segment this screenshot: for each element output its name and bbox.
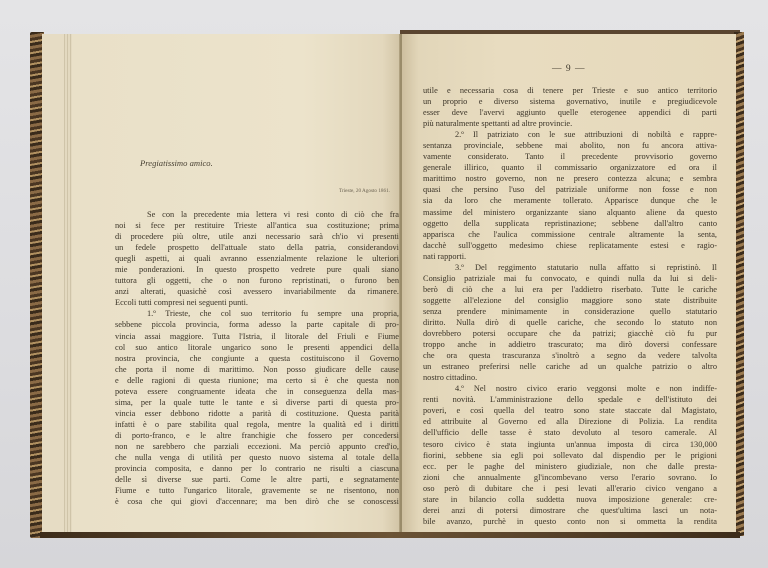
text-line: Se con la precedente mia lettera vi resi conto di ciò che fra <box>147 210 399 219</box>
text-line: che ora questa trascuranza s'inoltrò a segno da vedere talvolta <box>423 351 717 361</box>
text-line: non ne sarebbero che parziali eccezioni. Ma perciò appunto cred'io, <box>115 441 399 451</box>
text-line: berò di ciò che a lui era per l'addietro riserbato. Tutte le cariche <box>423 284 717 294</box>
text-line: nati rapporti. <box>423 251 467 261</box>
text-line: è cosa che qui giovi d'accennare; ma ben dirò che se conoscessi <box>115 497 399 507</box>
text-line: di porto-franco, e le altre franchigie che fossero per concedersi <box>115 430 399 440</box>
text-line: Fiume e tutto l'ungarico litorale, gravemente se ne risentono, non <box>115 486 399 496</box>
text-line: apparisca che l'aulica commissione centrale altramente la senta, <box>423 229 717 239</box>
text-line: massime del ministero organizzante siano alquanto aliene da questo <box>423 207 717 217</box>
text-line: soggette all'elezione del consiglio maggiore sono state distribuite <box>423 295 717 305</box>
text-line: diritto. Nulla dirò di quelle cariche, che secondo lo statuto non <box>423 317 717 327</box>
text-line: stare in bilancio colla suddetta nuova imposizione generale: cre- <box>423 494 717 504</box>
salutation: Pregiatissimo amico. <box>140 158 213 168</box>
text-line: dacchè sull'oggetto medesimo chiese replicatamente estesi e ragio- <box>423 240 717 250</box>
text-line: tesoro civico è stata ingiunta un'annua imposta di circa 130,000 <box>423 439 717 449</box>
text-line: renti novità. L'amministrazione dello spedale e dell'istituto dei <box>423 395 717 405</box>
right-page-body <box>423 85 717 527</box>
text-line: di procedere più oltre, utile anzi necessario sarà ch'io vi presenti <box>115 232 399 242</box>
text-line: 3.º Del reggimento statutario nulla affatto si repristinò. Il <box>455 262 717 272</box>
text-line: sebbene piccola provincia, forma adesso la parte capitale di pro- <box>115 320 399 330</box>
text-line: delle sì diverse sue parti. Come le altre parti, e segnatamente <box>115 475 399 485</box>
text-line: quasi che persino l'uso del patriziale uniforme non fosse e non <box>423 185 717 195</box>
text-line: un proprio e diverso sistema governativo, inutile e pregiudicevole <box>423 97 717 107</box>
text-line: un estraneo preferirsi nelle cariche ad un qualche patrizio o altro <box>423 362 717 372</box>
text-line: sia da loro che meramente tollerato. Apparisce dunque che le <box>423 196 717 206</box>
cover-bottom-edge <box>40 532 740 538</box>
text-line: mie ponderazioni. In questo prospetto vedrete pure quali siano <box>115 265 399 275</box>
text-line: anzi alterati, quasichè così avessero invariabilmente da rimanere. <box>115 287 399 297</box>
text-line: utile e necessaria cosa di tenere per Trieste e suo antico territorio <box>423 86 717 95</box>
text-line: e delle ragioni di questa riunione; ma certo si è che questa non <box>115 375 399 385</box>
right-page <box>402 34 736 532</box>
text-line: troppo anche in addietro trascurato; ma dirò doversi confessare <box>423 340 717 350</box>
text-line: fiorini, sebbene sia egli poi sollevato dal dispendio per le prigioni <box>423 450 717 460</box>
text-line: derei anzi di potersi dimostrare che quest'ultima lasci un nota- <box>423 505 717 515</box>
text-line: poteva essere congruamente ideata che in conseguenza della mas- <box>115 386 399 396</box>
text-line: noi si fece per restituire Trieste all'antica sua costituzione; prima <box>115 221 399 231</box>
text-line: infatti è o pare stabilita qual regola, mentre la qualità ed i diritti <box>115 419 399 429</box>
left-page-body <box>115 209 399 507</box>
text-line: provincia composita, e danno per lo contrario ne risulti a ciascuna <box>115 464 399 474</box>
text-line: vincia esser debbono ridotte a parità di costituzione. Questa parità <box>115 408 399 418</box>
text-line: marittimo nostro governo, non ne presero contezza alcuna; e sembra <box>423 174 717 184</box>
text-line: ed attribuite al Governo ed alla Direzione di Polizia. La rendita <box>423 417 717 427</box>
text-line: oggetto della supplicata repristinazione; sebbene dall'altro canto <box>423 218 717 228</box>
flyleaf-page-edges <box>64 34 72 532</box>
text-line: dovrebbero potersi occupare che da patrizi; giacchè ciò fu pur <box>423 329 717 339</box>
text-line: sentanza provinciale, sebbene mai abolito, non fu ancora attiva- <box>423 141 717 151</box>
text-line: zioni che annualmente gl'incombevano verso l'erario sovrano. Io <box>423 472 717 482</box>
page-number: — 9 — <box>552 64 586 74</box>
text-line: senza prendere minimamente in considerazione quello statutario <box>423 306 717 316</box>
text-line: generale illirico, quanto il commissario organizzatore ed ora il <box>423 163 717 173</box>
text-line: nostra provincia, che congiunte a questa costituiscono il Governo <box>115 353 399 363</box>
text-line: vincia assai maggiore. Tutta l'Istria, il litorale del Friuli e Fiume <box>115 331 399 341</box>
text-line: sima, per la quale tutte le tante e sì diverse parti di questa pro- <box>115 397 399 407</box>
text-line: 1.º Trieste, che col suo territorio fu sempre una propria, <box>147 309 399 319</box>
text-line: quegli aspetti, ai quali avranno essenzialmente relazione le ulteriori <box>115 254 399 264</box>
text-line: Eccoli tutti compresi nei seguenti punti. <box>115 298 249 308</box>
text-line: dell'ufficio delle tasse è stato devoluto al tesoro camerale. Al <box>423 428 717 438</box>
text-line: più naturalmente spettanti ad altre provincie. <box>423 119 573 129</box>
left-page <box>72 34 402 532</box>
text-line: oso però di dubitare che i pesi levati all'erario civico vengano a <box>423 483 717 493</box>
text-line: 2.º Il patriziato con le sue attribuzioni di nobiltà e rappre- <box>455 130 717 140</box>
text-line: tuttora gli oggetti, che o non furono repristinati, o furono ben <box>115 276 399 286</box>
dateline: Trieste, 20 Agosto 1861. <box>339 188 390 194</box>
text-line: bile avanzo, purchè in questo conto non si ommetta la rendita <box>423 516 717 526</box>
text-line: vamente considerato. Tanto il precedente provvisorio governo <box>423 152 717 162</box>
text-line: che porta il nome di marittimo. Non posso giudicare delle cause <box>115 364 399 374</box>
text-line: 4.º Nel nostro civico erario veggonsi molte e non indiffe- <box>455 384 717 394</box>
text-line: Consiglio patriziale mai fu convocato, e quindi nulla da lui si deli- <box>423 273 717 283</box>
text-line: poveri, e così quella del teatro sono state staccate dal Magistato, <box>423 406 717 416</box>
text-line: nostro cittadino. <box>423 373 478 383</box>
text-line: col suo antico litorale ungarico sono le presenti appendici della <box>115 342 399 352</box>
text-line: esser deve l'avervi aggiunto quelle eterogenee appendici di parti <box>423 108 717 118</box>
text-line: ecc. per le paghe del ministero giudiziale, non che dalle presta- <box>423 461 717 471</box>
text-line: un fedele prospetto dell'attuale stato della patria, considerandovi <box>115 243 399 253</box>
text-line: che nulla venga di utilità per questo nuovo sistema al totale della <box>115 453 399 463</box>
